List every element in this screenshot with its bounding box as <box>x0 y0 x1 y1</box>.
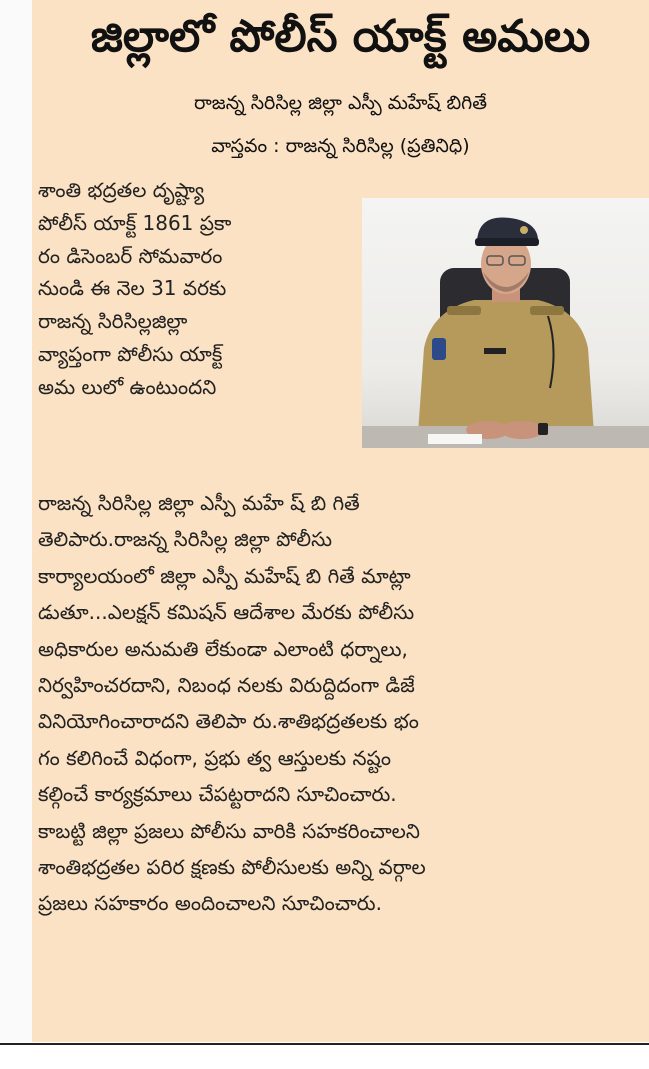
article-line: నిర్వహించరదాని, నిబంధ నలకు విరుద్దిదంగా డిజే <box>38 673 415 698</box>
article-line: అధికారుల అనుమతి లేకుండా ఎలాంటి ధర్నాలు, <box>38 636 408 661</box>
headline: జిల్లాలో పోలీస్ యాక్ట్ అమలు <box>90 11 591 62</box>
article-line: రం డిసెంబర్ సోమవారం <box>38 243 223 268</box>
article-line: నుండి ఈ నెల 31 వరకు <box>38 276 227 301</box>
article-line: శాంతి భద్రతల దృష్ట్యా <box>38 178 205 202</box>
article-line: ప్రజలు సహకారం అందించాలని సూచించారు. <box>38 891 382 916</box>
bottom-divider <box>0 1043 649 1045</box>
article-line: శాంతిభద్రతల పరిర క్షణకు పోలీసులకు అన్ని వర్గాల <box>38 855 426 880</box>
article-line: తెలిపారు.రాజన్న సిరిసిల్ల జిల్లా పోలీసు <box>38 527 333 552</box>
article-body-text <box>38 485 644 922</box>
article-line: వినియోగించారాదని తెలిపా రు.శాతిభద్రతలకు భం <box>38 709 419 734</box>
article-line: గం కలిగించే విధంగా, ప్రభు త్వ ఆస్తులకు నష్టం <box>38 745 391 770</box>
article-line: వ్యాప్తంగా పోలీసు యాక్ట్ <box>38 341 223 366</box>
news-clipping <box>32 0 649 1042</box>
article-column-text <box>38 174 368 404</box>
officer-photo <box>362 198 649 448</box>
byline-dateline: వాస్తవం : రాజన్న సిరిసిల్ల (ప్రతినిధి) <box>211 135 470 157</box>
article-line: డుతూ...ఎలక్షన్ కమిషన్ ఆదేశాల మేరకు పోలీసు <box>38 600 415 625</box>
article-line: కాబట్టి జిల్లా ప్రజలు పోలీసు వారికి సహకరించాలని <box>38 818 420 843</box>
article-line: కార్యాలయంలో జిల్లా ఎస్పీ మహేష్ బి గితే మాట్లా <box>38 563 411 588</box>
article-line: కల్గించే కార్యక్రమాలు చేపట్టరాదని సూచించారు. <box>38 782 397 807</box>
article-line: అమ లులో ఉంటుందని <box>38 374 217 399</box>
article-line: రాజన్న సిరిసిల్ల జిల్లా ఎస్పీ మహే ష్ బి గితే <box>38 491 360 515</box>
byline-author: రాజన్న సిరిసిల్ల జిల్లా ఎస్పీ మహేష్ బిగితే <box>194 92 487 114</box>
article-line: పోలీస్ యాక్ట్ 1861 ప్రకా <box>38 210 232 235</box>
officer-portrait-icon <box>362 198 649 448</box>
article-line: రాజన్న సిరిసిల్లజిల్లా <box>38 309 188 334</box>
left-margin <box>0 0 33 1042</box>
